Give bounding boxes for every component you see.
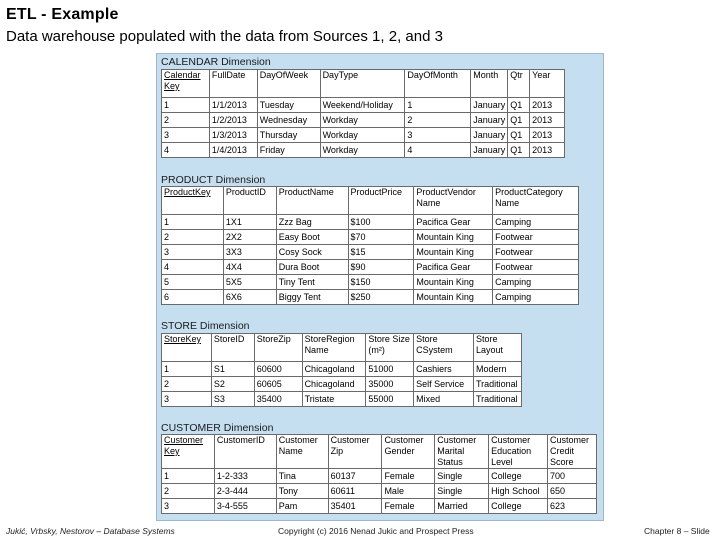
table-cell: Tina <box>276 469 328 484</box>
table-cell: Camping <box>493 275 579 290</box>
table-cell: 3-4-555 <box>214 499 276 514</box>
table-cell: Mountain King <box>414 230 493 245</box>
calendar-column-header: Qtr <box>508 70 530 98</box>
table-cell: 1/1/2013 <box>209 98 257 113</box>
product-column-header: ProductVendor Name <box>414 187 493 215</box>
table-cell: Q1 <box>508 113 530 128</box>
product-column-header: ProductPrice <box>348 187 414 215</box>
calendar-column-header: DayOfMonth <box>405 70 471 98</box>
table-cell: Tiny Tent <box>276 275 348 290</box>
table-cell: Camping <box>493 215 579 230</box>
calendar-column-header: Year <box>530 70 565 98</box>
table-cell: 5 <box>162 275 224 290</box>
calendar-header-row <box>162 70 565 98</box>
dimension-tables-figure <box>156 53 604 521</box>
table-cell: Self Service <box>414 377 474 392</box>
calendar-column-header: Calendar Key <box>162 70 210 98</box>
table-cell: 3 <box>162 245 224 260</box>
table-cell: 4 <box>162 260 224 275</box>
table-cell: Weekend/Holiday <box>320 98 405 113</box>
table-cell: 4 <box>405 143 471 158</box>
table-cell: $150 <box>348 275 414 290</box>
table-cell: Workday <box>320 113 405 128</box>
footer-copyright: Copyright (c) 2016 Nenad Jukic and Prospect Press <box>278 526 474 536</box>
table-cell: 1 <box>405 98 471 113</box>
table-cell: Biggy Tent <box>276 290 348 305</box>
table-cell: 1/3/2013 <box>209 128 257 143</box>
table-cell: Male <box>382 484 435 499</box>
customer-column-header: Customer Credit Score <box>548 435 597 469</box>
table-cell: 3 <box>162 499 215 514</box>
table-cell: 35000 <box>366 377 414 392</box>
table-cell: Cosy Sock <box>276 245 348 260</box>
table-cell: Q1 <box>508 143 530 158</box>
table-row <box>162 392 522 407</box>
store-column-header: StoreKey <box>162 334 212 362</box>
store-column-header: Store Layout <box>473 334 521 362</box>
footer-authors: Jukić, Vrbsky, Nestorov – Database Systems <box>6 526 175 536</box>
table-cell: 1/4/2013 <box>209 143 257 158</box>
table-row <box>162 143 565 158</box>
table-cell: Cashiers <box>414 362 474 377</box>
table-cell: High School <box>489 484 548 499</box>
calendar-column-header: FullDate <box>209 70 257 98</box>
store-column-header: Store CSystem <box>414 334 474 362</box>
table-cell: 60611 <box>328 484 382 499</box>
table-cell: January <box>471 128 508 143</box>
customer-column-header: Customer Name <box>276 435 328 469</box>
table-cell: Tristate <box>302 392 366 407</box>
table-row <box>162 128 565 143</box>
table-cell: Friday <box>257 143 320 158</box>
table-cell: Chicagoland <box>302 362 366 377</box>
table-cell: Mountain King <box>414 245 493 260</box>
customer-dimension-table <box>161 434 597 514</box>
table-cell: 2 <box>162 377 212 392</box>
table-cell: 623 <box>548 499 597 514</box>
footer-slide-number: Chapter 8 – Slide <box>644 526 710 536</box>
product-column-header: ProductID <box>223 187 276 215</box>
table-cell: 6 <box>162 290 224 305</box>
table-cell: 2013 <box>530 98 565 113</box>
table-cell: 3 <box>162 128 210 143</box>
store-column-header: Store Size (m²) <box>366 334 414 362</box>
table-cell: 4X4 <box>223 260 276 275</box>
store-column-header: StoreZip <box>254 334 302 362</box>
table-cell: 1X1 <box>223 215 276 230</box>
table-row <box>162 113 565 128</box>
table-cell: Q1 <box>508 98 530 113</box>
table-cell: Single <box>435 484 489 499</box>
table-cell: $70 <box>348 230 414 245</box>
table-cell: Footwear <box>493 260 579 275</box>
table-cell: 35400 <box>254 392 302 407</box>
table-cell: S1 <box>211 362 254 377</box>
store-header-row <box>162 334 522 362</box>
table-row <box>162 469 597 484</box>
calendar-column-header: Month <box>471 70 508 98</box>
table-cell: $90 <box>348 260 414 275</box>
table-cell: Footwear <box>493 245 579 260</box>
table-cell: 2013 <box>530 128 565 143</box>
store-dimension-table <box>161 333 522 407</box>
customer-column-header: Customer Zip <box>328 435 382 469</box>
calendar-dimension-title: CALENDAR Dimension <box>161 56 271 68</box>
table-cell: 3 <box>162 392 212 407</box>
table-cell: Mountain King <box>414 290 493 305</box>
product-column-header: ProductName <box>276 187 348 215</box>
calendar-column-header: DayType <box>320 70 405 98</box>
table-cell: Workday <box>320 128 405 143</box>
table-cell: Zzz Bag <box>276 215 348 230</box>
table-cell: 4 <box>162 143 210 158</box>
customer-column-header: Customer Marital Status <box>435 435 489 469</box>
customer-dimension-title: CUSTOMER Dimension <box>161 422 274 434</box>
store-column-header: StoreRegion Name <box>302 334 366 362</box>
slide-subtitle: Data warehouse populated with the data from Sources 1, 2, and 3 <box>6 28 443 45</box>
table-row <box>162 499 597 514</box>
table-cell: 2 <box>162 230 224 245</box>
table-cell: 5X5 <box>223 275 276 290</box>
table-row <box>162 362 522 377</box>
table-cell: 60137 <box>328 469 382 484</box>
table-cell: 3X3 <box>223 245 276 260</box>
table-cell: 650 <box>548 484 597 499</box>
table-cell: 2 <box>405 113 471 128</box>
table-cell: Traditional <box>473 392 521 407</box>
table-cell: 60600 <box>254 362 302 377</box>
table-cell: 700 <box>548 469 597 484</box>
table-cell: 2-3-444 <box>214 484 276 499</box>
customer-header-row <box>162 435 597 469</box>
table-cell: Female <box>382 469 435 484</box>
table-cell: Q1 <box>508 128 530 143</box>
table-row <box>162 377 522 392</box>
table-cell: Married <box>435 499 489 514</box>
table-cell: 1/2/2013 <box>209 113 257 128</box>
table-cell: Female <box>382 499 435 514</box>
table-cell: 35401 <box>328 499 382 514</box>
product-dimension-title: PRODUCT Dimension <box>161 174 266 186</box>
table-cell: 2 <box>162 484 215 499</box>
table-cell: College <box>489 499 548 514</box>
table-cell: January <box>471 143 508 158</box>
table-cell: Pacifica Gear <box>414 215 493 230</box>
table-cell: Wednesday <box>257 113 320 128</box>
product-header-row <box>162 187 579 215</box>
calendar-column-header: DayOfWeek <box>257 70 320 98</box>
table-cell: 1 <box>162 362 212 377</box>
table-cell: 2 <box>162 113 210 128</box>
table-cell: January <box>471 113 508 128</box>
table-cell: 1-2-333 <box>214 469 276 484</box>
customer-column-header: Customer Key <box>162 435 215 469</box>
calendar-dimension-table <box>161 69 565 158</box>
table-cell: Single <box>435 469 489 484</box>
table-cell: Thursday <box>257 128 320 143</box>
table-row <box>162 98 565 113</box>
table-cell: $250 <box>348 290 414 305</box>
product-dimension-table <box>161 186 579 305</box>
table-cell: S3 <box>211 392 254 407</box>
table-cell: Workday <box>320 143 405 158</box>
table-row <box>162 260 579 275</box>
table-cell: Tuesday <box>257 98 320 113</box>
table-cell: College <box>489 469 548 484</box>
table-row <box>162 230 579 245</box>
customer-column-header: Customer Gender <box>382 435 435 469</box>
table-cell: 55000 <box>366 392 414 407</box>
table-cell: Chicagoland <box>302 377 366 392</box>
table-row <box>162 484 597 499</box>
table-row <box>162 275 579 290</box>
table-row <box>162 245 579 260</box>
table-cell: 1 <box>162 98 210 113</box>
table-cell: January <box>471 98 508 113</box>
store-column-header: StoreID <box>211 334 254 362</box>
table-cell: 2X2 <box>223 230 276 245</box>
table-cell: Dura Boot <box>276 260 348 275</box>
table-cell: $100 <box>348 215 414 230</box>
store-dimension-title: STORE Dimension <box>161 320 250 332</box>
table-cell: 3 <box>405 128 471 143</box>
customer-column-header: Customer Education Level <box>489 435 548 469</box>
table-cell: Pam <box>276 499 328 514</box>
table-row <box>162 290 579 305</box>
table-cell: 2013 <box>530 143 565 158</box>
table-cell: Camping <box>493 290 579 305</box>
table-cell: Pacifica Gear <box>414 260 493 275</box>
table-cell: 51000 <box>366 362 414 377</box>
product-column-header: ProductKey <box>162 187 224 215</box>
table-cell: Traditional <box>473 377 521 392</box>
slide-title: ETL - Example <box>6 6 119 23</box>
table-cell: Mountain King <box>414 275 493 290</box>
table-cell: Tony <box>276 484 328 499</box>
table-cell: 1 <box>162 469 215 484</box>
customer-column-header: CustomerID <box>214 435 276 469</box>
table-cell: S2 <box>211 377 254 392</box>
table-cell: 6X6 <box>223 290 276 305</box>
table-cell: 1 <box>162 215 224 230</box>
product-column-header: ProductCategory Name <box>493 187 579 215</box>
table-cell: Footwear <box>493 230 579 245</box>
table-cell: Modern <box>473 362 521 377</box>
table-cell: 2013 <box>530 113 565 128</box>
table-cell: $15 <box>348 245 414 260</box>
table-cell: Mixed <box>414 392 474 407</box>
table-cell: 60605 <box>254 377 302 392</box>
table-cell: Easy Boot <box>276 230 348 245</box>
table-row <box>162 215 579 230</box>
